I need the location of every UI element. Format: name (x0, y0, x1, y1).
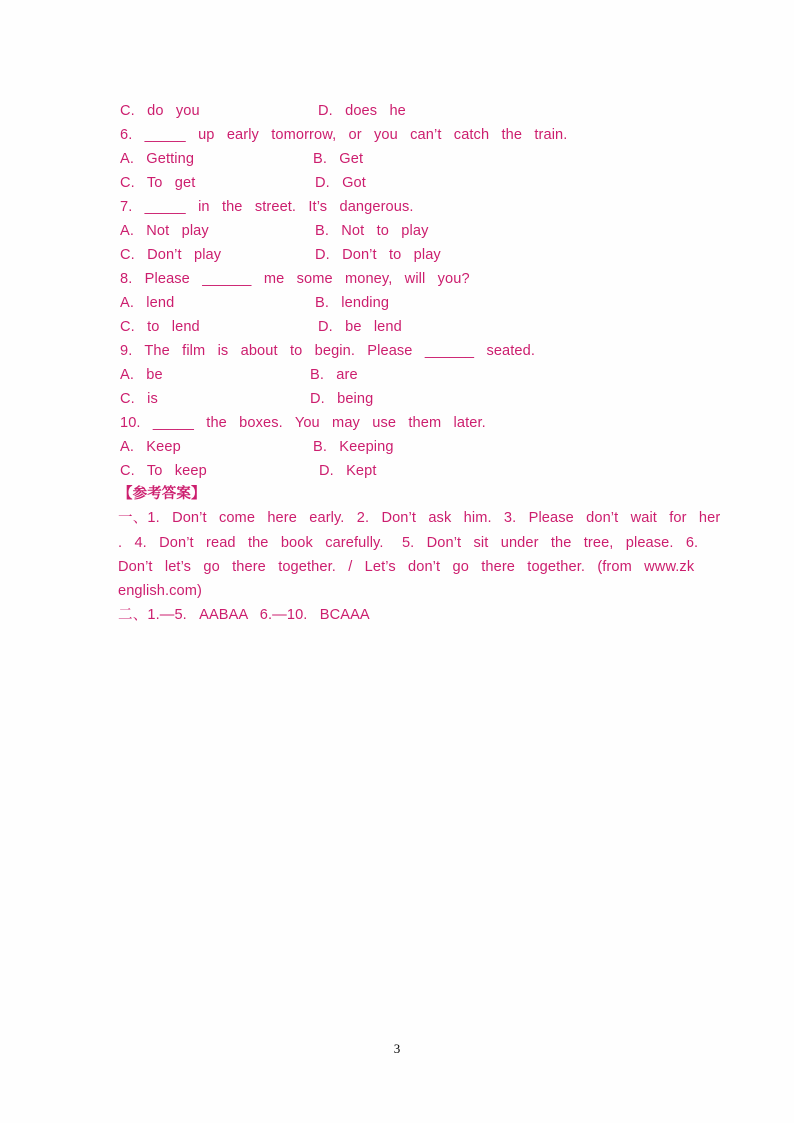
option-line: C. to lend D. be lend (120, 319, 402, 335)
answer-heading: 【参考答案】 (118, 486, 206, 502)
option-line: A. lend B. lending (120, 295, 390, 311)
option-line: C. is D. being (120, 391, 374, 407)
answer-line: . 4. Don’t read the book carefully. 5. Don’t sit under the tree, please. 6. (118, 535, 699, 551)
option-line: C. Don’t play D. Don’t to play (120, 247, 441, 263)
question-line: 8. Please ______ me some money, will you? (120, 271, 470, 287)
option-line: C. do you D. does he (120, 103, 406, 119)
option-line: A. be B. are (120, 367, 358, 383)
question-line: 7. _____ in the street. It’s dangerous. (120, 199, 414, 215)
option-line: A. Getting B. Get (120, 151, 364, 167)
option-line: A. Keep B. Keeping (120, 439, 394, 455)
answer-line: 一、1. Don’t come here early. 2. Don’t ask him. 3. Please don’t wait for her (118, 510, 721, 526)
question-line: 10. _____ the boxes. You may use them later. (120, 415, 486, 431)
question-line: 9. The film is about to begin. Please ______ seated. (120, 343, 536, 359)
answer-line: 二、1.—5. AABAA 6.—10. BCAAA (118, 607, 370, 623)
option-line: A. Not play B. Not to play (120, 223, 429, 239)
option-line: C. To get D. Got (120, 175, 366, 191)
option-line: C. To keep D. Kept (120, 463, 377, 479)
answer-line: Don’t let’s go there together. / Let’s don’t go there together. (from www.zk (118, 559, 695, 575)
question-line: 6. _____ up early tomorrow, or you can’t catch the train. (120, 127, 568, 143)
answer-line: english.com) (118, 583, 202, 599)
page-number: 3 (393, 1041, 401, 1056)
